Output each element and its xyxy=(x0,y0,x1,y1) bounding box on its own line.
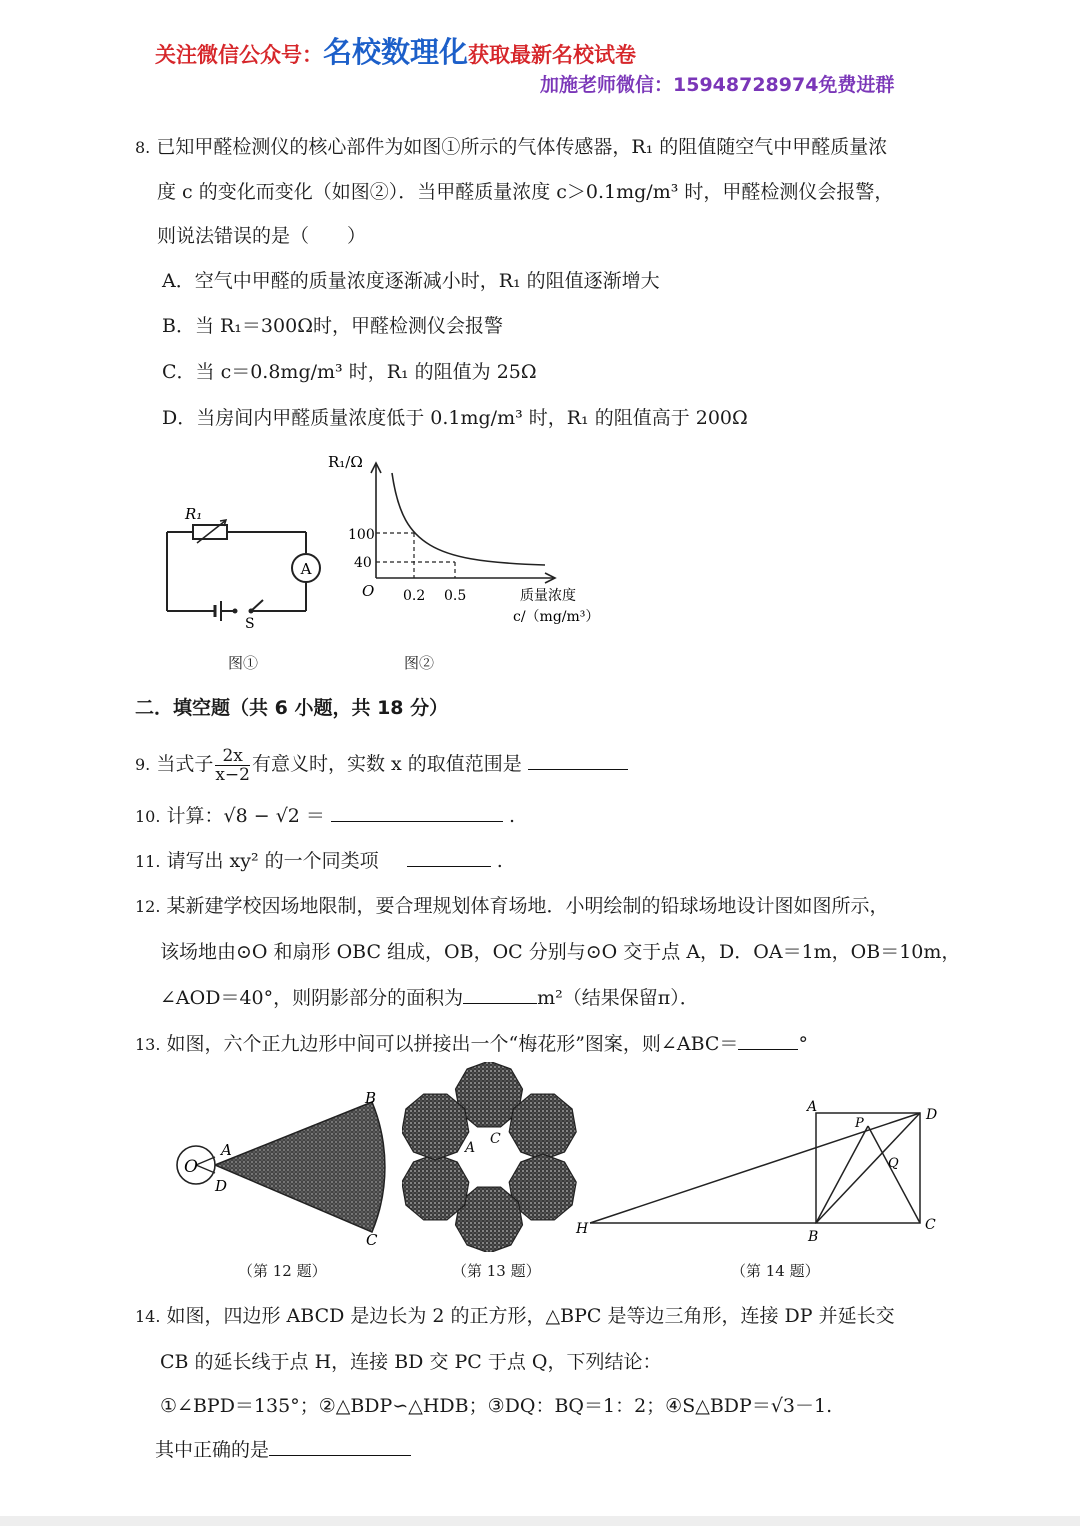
x-axis-label-2: c/（mg/m³） xyxy=(513,609,600,625)
q8-option-a: A．空气中甲醛的质量浓度逐渐减小时，R₁ 的阻值逐渐增大 xyxy=(162,270,660,292)
switch-label: S xyxy=(245,616,255,632)
q13-answer-blank[interactable] xyxy=(738,1031,798,1050)
q10: 10. 计算：√8 − √2 ＝ . xyxy=(135,805,516,827)
fig2-caption: 图② xyxy=(404,654,435,672)
fig14-caption: （第 14 题） xyxy=(731,1262,820,1280)
q9-fraction xyxy=(215,747,250,784)
q11-answer-blank[interactable] xyxy=(407,848,491,867)
q14-line4 xyxy=(155,1436,411,1464)
y-tick-100: 100 xyxy=(348,527,375,543)
q8-text-1: 已知甲醛检测仪的核心部件为如图①所示的气体传感器，R₁ 的阻值随空气中甲醛质量浓 xyxy=(156,136,888,158)
f12-label-o: O xyxy=(184,1157,198,1177)
q10-number: 10. xyxy=(135,807,161,826)
q12-line3 xyxy=(160,984,699,1012)
q12-text-3a: ∠AOD＝40°，则阴影部分的面积为 xyxy=(160,987,464,1009)
fig12-caption: （第 12 题） xyxy=(238,1262,327,1280)
q8-line1 xyxy=(135,133,887,162)
q8-option-d: D．当房间内甲醛质量浓度低于 0.1mg/m³ 时，R₁ 的阻值高于 200Ω xyxy=(162,407,748,429)
f13-label-a: A xyxy=(465,1140,476,1156)
q14-answer-blank[interactable] xyxy=(269,1437,411,1456)
q9-post: 有意义时，实数 x 的取值范围是 xyxy=(251,753,522,775)
circuit-diagram xyxy=(155,495,325,635)
nonagon xyxy=(509,1094,576,1160)
section-title: 二．填空题（共 6 小题，共 18 分） xyxy=(135,697,449,719)
q14-line3: ①∠BPD＝135°；②△BDP∽△HDB；③DQ：BQ＝1：2；④S△BDP＝√3－1. xyxy=(160,1395,833,1417)
q8-option-b: B．当 R₁＝300Ω时，甲醛检测仪会报警 xyxy=(162,315,503,337)
y-tick-40: 40 xyxy=(354,555,372,571)
q9-denominator: x−2 xyxy=(215,764,250,785)
f14-label-c: C xyxy=(925,1217,936,1233)
q8-line2: 度 c 的变化而变化（如图②）．当甲醛质量浓度 c＞0.1mg/m³ 时，甲醛检测仪会报警， xyxy=(157,181,894,203)
f12-label-d: D xyxy=(215,1177,228,1195)
promo-suffix: 获取最新名校试卷 xyxy=(468,43,637,67)
q13 xyxy=(135,1030,808,1059)
q9-pre: 当式子 xyxy=(156,753,214,775)
q12-line2: 该场地由⊙O 和扇形 OBC 组成，OB，OC 分别与⊙O 交于点 A，D．OA＝1m，OB＝10m， xyxy=(160,941,961,963)
f12-label-a: A xyxy=(221,1141,232,1159)
q11-number: 11. xyxy=(135,852,161,871)
x-tick-0-5: 0.5 xyxy=(444,588,467,604)
q10-answer-blank[interactable] xyxy=(331,803,503,822)
x-tick-0-2: 0.2 xyxy=(403,588,426,604)
q13-text: 如图，六个正九边形中间可以拼接出一个“梅花形”图案，则∠ABC＝ xyxy=(166,1033,739,1055)
graph-origin: O xyxy=(362,582,375,600)
q14-line1 xyxy=(135,1302,895,1331)
q9-numerator: 2x xyxy=(215,747,250,766)
f14-label-b: B xyxy=(808,1229,819,1245)
r1-label: R₁ xyxy=(185,505,203,523)
fig12-sector xyxy=(175,1085,405,1255)
fig14-square xyxy=(570,1093,950,1253)
f14-label-a: A xyxy=(807,1099,818,1115)
ammeter-label: A xyxy=(300,560,312,578)
q12-line1 xyxy=(135,892,889,921)
graph-y-label: R₁/Ω xyxy=(328,453,363,471)
f12-label-c: C xyxy=(366,1231,378,1249)
resistance-graph xyxy=(320,445,620,635)
q9-answer-blank[interactable] xyxy=(528,751,628,770)
fig1-caption: 图① xyxy=(228,654,259,672)
switch-lever xyxy=(251,600,263,611)
fig13-plum-flower xyxy=(402,1062,577,1252)
f14-label-d: D xyxy=(926,1107,938,1123)
promo-prefix: 关注微信公众号： xyxy=(155,43,323,67)
q12-answer-blank[interactable] xyxy=(463,985,537,1004)
brand-name: 名校数理化 xyxy=(323,35,469,69)
f12-label-b: B xyxy=(365,1089,377,1107)
nonagon xyxy=(402,1154,469,1220)
f14-label-q: Q xyxy=(888,1156,899,1171)
q14-line2: CB 的延长线于点 H，连接 BD 交 PC 于点 Q，下列结论： xyxy=(160,1351,662,1373)
nonagon xyxy=(402,1094,469,1160)
q13-number: 13. xyxy=(135,1035,161,1054)
promo-header xyxy=(155,30,636,71)
q8-option-c: C．当 c＝0.8mg/m³ 时，R₁ 的阻值为 25Ω xyxy=(162,361,537,383)
shaded-region xyxy=(215,1102,385,1232)
contact-line: 加施老师微信：15948728974免费进群 xyxy=(540,74,895,96)
f14-label-h: H xyxy=(576,1221,589,1237)
q13-degree: ° xyxy=(798,1033,808,1055)
q11-text: 请写出 xy² 的一个同类项 xyxy=(166,850,379,872)
q9-number: 9. xyxy=(135,755,151,774)
q12-text-1: 某新建学校因场地限制，要合理规划体育场地．小明绘制的铅球场地设计图如图所示， xyxy=(166,895,889,917)
page-bottom-edge xyxy=(0,1516,1080,1526)
f14-label-p: P xyxy=(855,1116,864,1131)
q8-number: 8. xyxy=(135,138,151,157)
q14-text-1: 如图，四边形 ABCD 是边长为 2 的正方形，△BPC 是等边三角形，连接 DP 并延长交 xyxy=(166,1305,895,1327)
q12-text-3b: m²（结果保留π）． xyxy=(537,987,699,1009)
q14-number: 14. xyxy=(135,1307,161,1326)
x-axis-label-1: 质量浓度 xyxy=(520,588,576,604)
q12-number: 12. xyxy=(135,897,161,916)
q11: 11. 请写出 xy² 的一个同类项 . xyxy=(135,850,503,872)
line-bd xyxy=(816,1113,920,1223)
fig13-caption: （第 13 题） xyxy=(452,1262,541,1280)
resistance-curve xyxy=(392,473,545,565)
q10-text: 计算：√8 − √2 ＝ xyxy=(166,805,325,827)
q8-line3: 则说法错误的是（ ） xyxy=(157,225,367,247)
q14-text-4: 其中正确的是 xyxy=(155,1439,270,1461)
f13-label-c: C xyxy=(490,1131,501,1147)
q9 xyxy=(135,740,628,788)
